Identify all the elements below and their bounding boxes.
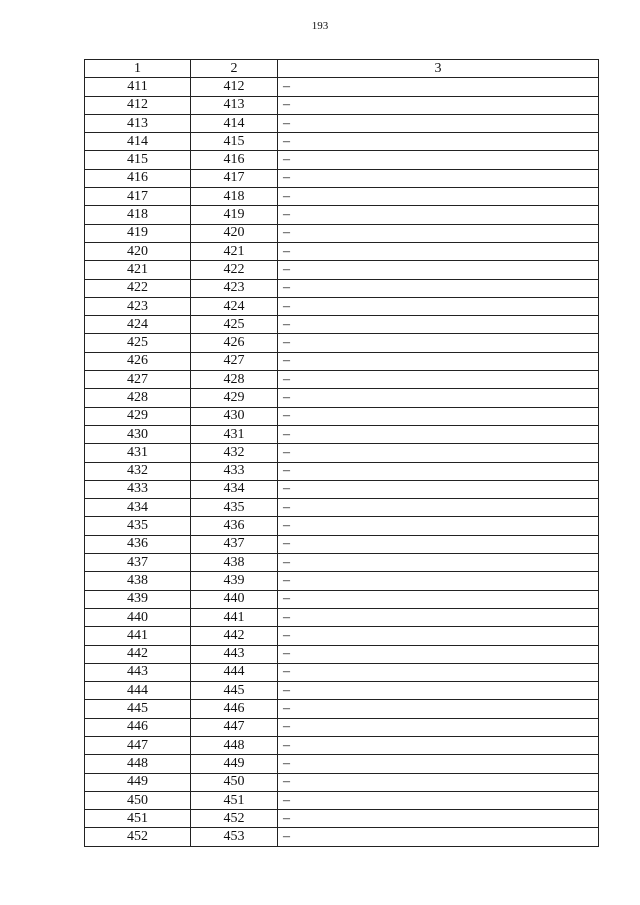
table-cell-col-1: 445 <box>85 700 191 718</box>
table-cell-col-2: 453 <box>191 828 278 846</box>
table-cell-col-2: 433 <box>191 462 278 480</box>
table-row <box>85 718 599 736</box>
table-cell-col-1: 413 <box>85 114 191 132</box>
table-cell-col-2: 446 <box>191 700 278 718</box>
table-cell-col-2: 437 <box>191 535 278 553</box>
table-row <box>85 554 599 572</box>
table-cell-col-2: 435 <box>191 499 278 517</box>
table-cell-col-1: 427 <box>85 371 191 389</box>
table-cell-col-3: – <box>278 78 599 96</box>
table-cell-col-3: – <box>278 371 599 389</box>
table-cell-col-1: 436 <box>85 535 191 553</box>
table-cell-col-3: – <box>278 133 599 151</box>
table-cell-col-2: 421 <box>191 242 278 260</box>
table-cell-col-2: 429 <box>191 389 278 407</box>
table-cell-col-2: 444 <box>191 663 278 681</box>
table-cell-col-1: 443 <box>85 663 191 681</box>
table-row <box>85 114 599 132</box>
table-row <box>85 462 599 480</box>
table-body <box>85 78 599 846</box>
table-row <box>85 133 599 151</box>
table-cell-col-3: – <box>278 444 599 462</box>
table-cell-col-2: 430 <box>191 407 278 425</box>
table-cell-col-3: – <box>278 736 599 754</box>
table-cell-col-2: 418 <box>191 188 278 206</box>
table-cell-col-3: – <box>278 773 599 791</box>
table-row <box>85 645 599 663</box>
table-cell-col-3: – <box>278 352 599 370</box>
table-cell-col-2: 417 <box>191 169 278 187</box>
table-cell-col-2: 427 <box>191 352 278 370</box>
table-row <box>85 627 599 645</box>
table-cell-col-3: – <box>278 755 599 773</box>
table-cell-col-2: 426 <box>191 334 278 352</box>
column-header-2: 2 <box>191 60 278 78</box>
table-cell-col-3: – <box>278 791 599 809</box>
table-row <box>85 425 599 443</box>
table-cell-col-3: – <box>278 517 599 535</box>
table-cell-col-1: 431 <box>85 444 191 462</box>
table-cell-col-2: 439 <box>191 572 278 590</box>
table-row <box>85 773 599 791</box>
table-cell-col-1: 441 <box>85 627 191 645</box>
table-cell-col-1: 446 <box>85 718 191 736</box>
table-cell-col-3: – <box>278 389 599 407</box>
table-cell-col-1: 422 <box>85 279 191 297</box>
table-cell-col-1: 417 <box>85 188 191 206</box>
table-cell-col-3: – <box>278 590 599 608</box>
table-cell-col-2: 420 <box>191 224 278 242</box>
page-number: 193 <box>311 20 329 32</box>
table-cell-col-3: – <box>278 151 599 169</box>
table-cell-col-3: – <box>278 608 599 626</box>
table-row <box>85 700 599 718</box>
data-table <box>84 59 599 847</box>
table-row <box>85 828 599 846</box>
table-cell-col-3: – <box>278 627 599 645</box>
table-cell-col-1: 438 <box>85 572 191 590</box>
table-cell-col-2: 445 <box>191 682 278 700</box>
table-cell-col-2: 441 <box>191 608 278 626</box>
table-row <box>85 261 599 279</box>
table-cell-col-3: – <box>278 499 599 517</box>
table-cell-col-1: 439 <box>85 590 191 608</box>
table-cell-col-1: 429 <box>85 407 191 425</box>
table-row <box>85 535 599 553</box>
table-cell-col-1: 423 <box>85 297 191 315</box>
table-row <box>85 78 599 96</box>
table-cell-col-1: 419 <box>85 224 191 242</box>
table-cell-col-3: – <box>278 462 599 480</box>
table-row <box>85 755 599 773</box>
table-cell-col-3: – <box>278 114 599 132</box>
table-cell-col-2: 425 <box>191 316 278 334</box>
table-cell-col-2: 415 <box>191 133 278 151</box>
table-cell-col-3: – <box>278 316 599 334</box>
table-cell-col-1: 447 <box>85 736 191 754</box>
table-cell-col-3: – <box>278 297 599 315</box>
table-cell-col-1: 451 <box>85 810 191 828</box>
table-cell-col-2: 436 <box>191 517 278 535</box>
table-cell-col-1: 433 <box>85 480 191 498</box>
table-row <box>85 663 599 681</box>
table-cell-col-3: – <box>278 279 599 297</box>
table-cell-col-3: – <box>278 572 599 590</box>
table-cell-col-3: – <box>278 169 599 187</box>
table-cell-col-3: – <box>278 663 599 681</box>
table-cell-col-2: 422 <box>191 261 278 279</box>
table-row <box>85 334 599 352</box>
table-cell-col-1: 432 <box>85 462 191 480</box>
table-cell-col-1: 421 <box>85 261 191 279</box>
table-cell-col-1: 430 <box>85 425 191 443</box>
table-header-row <box>85 60 599 78</box>
table-cell-col-1: 420 <box>85 242 191 260</box>
column-header-1: 1 <box>85 60 191 78</box>
table-cell-col-1: 411 <box>85 78 191 96</box>
table-row <box>85 608 599 626</box>
table-cell-col-3: – <box>278 554 599 572</box>
table-cell-col-2: 413 <box>191 96 278 114</box>
table-cell-col-1: 426 <box>85 352 191 370</box>
table-row <box>85 407 599 425</box>
table-cell-col-1: 437 <box>85 554 191 572</box>
table-cell-col-1: 449 <box>85 773 191 791</box>
table-cell-col-2: 452 <box>191 810 278 828</box>
table-row <box>85 96 599 114</box>
table-cell-col-2: 440 <box>191 590 278 608</box>
table-row <box>85 371 599 389</box>
table-cell-col-1: 440 <box>85 608 191 626</box>
table-row <box>85 736 599 754</box>
table-cell-col-2: 449 <box>191 755 278 773</box>
table-row <box>85 810 599 828</box>
table-cell-col-2: 448 <box>191 736 278 754</box>
table-cell-col-3: – <box>278 480 599 498</box>
table-cell-col-2: 423 <box>191 279 278 297</box>
table-cell-col-2: 451 <box>191 791 278 809</box>
table-row <box>85 206 599 224</box>
table-cell-col-3: – <box>278 700 599 718</box>
table-cell-col-1: 425 <box>85 334 191 352</box>
table-cell-col-1: 434 <box>85 499 191 517</box>
table-cell-col-1: 414 <box>85 133 191 151</box>
table-cell-col-2: 450 <box>191 773 278 791</box>
table-row <box>85 517 599 535</box>
table-cell-col-2: 431 <box>191 425 278 443</box>
table-cell-col-1: 428 <box>85 389 191 407</box>
table-cell-col-1: 415 <box>85 151 191 169</box>
table-cell-col-1: 416 <box>85 169 191 187</box>
column-header-3: 3 <box>278 60 599 78</box>
table-cell-col-2: 412 <box>191 78 278 96</box>
table-cell-col-3: – <box>278 810 599 828</box>
table-cell-col-3: – <box>278 425 599 443</box>
table-row <box>85 389 599 407</box>
table-row <box>85 188 599 206</box>
table-cell-col-1: 450 <box>85 791 191 809</box>
table-row <box>85 791 599 809</box>
table-row <box>85 480 599 498</box>
table-cell-col-3: – <box>278 407 599 425</box>
table-cell-col-1: 424 <box>85 316 191 334</box>
table-cell-col-1: 452 <box>85 828 191 846</box>
table-row <box>85 151 599 169</box>
table-cell-col-3: – <box>278 535 599 553</box>
table-row <box>85 682 599 700</box>
table-cell-col-2: 438 <box>191 554 278 572</box>
table-cell-col-2: 442 <box>191 627 278 645</box>
table-cell-col-2: 428 <box>191 371 278 389</box>
table-row <box>85 169 599 187</box>
table-row <box>85 499 599 517</box>
table-row <box>85 572 599 590</box>
table-cell-col-1: 444 <box>85 682 191 700</box>
table-cell-col-3: – <box>278 188 599 206</box>
table-cell-col-1: 412 <box>85 96 191 114</box>
table-row <box>85 590 599 608</box>
table-cell-col-2: 443 <box>191 645 278 663</box>
table-cell-col-3: – <box>278 334 599 352</box>
table-cell-col-3: – <box>278 718 599 736</box>
table-cell-col-3: – <box>278 261 599 279</box>
table-cell-col-2: 416 <box>191 151 278 169</box>
table-row <box>85 316 599 334</box>
table-cell-col-2: 432 <box>191 444 278 462</box>
table-cell-col-3: – <box>278 828 599 846</box>
table-row <box>85 224 599 242</box>
table-cell-col-2: 414 <box>191 114 278 132</box>
table-row <box>85 242 599 260</box>
table-cell-col-3: – <box>278 242 599 260</box>
table-cell-col-1: 435 <box>85 517 191 535</box>
table-cell-col-2: 419 <box>191 206 278 224</box>
table-cell-col-2: 447 <box>191 718 278 736</box>
table-row <box>85 352 599 370</box>
table-cell-col-1: 442 <box>85 645 191 663</box>
table-cell-col-1: 418 <box>85 206 191 224</box>
table-cell-col-3: – <box>278 682 599 700</box>
table-cell-col-3: – <box>278 96 599 114</box>
table-cell-col-1: 448 <box>85 755 191 773</box>
table-cell-col-2: 434 <box>191 480 278 498</box>
table-row <box>85 279 599 297</box>
table-row <box>85 444 599 462</box>
table-cell-col-3: – <box>278 645 599 663</box>
table-cell-col-2: 424 <box>191 297 278 315</box>
table-row <box>85 297 599 315</box>
table-cell-col-3: – <box>278 224 599 242</box>
table-cell-col-3: – <box>278 206 599 224</box>
